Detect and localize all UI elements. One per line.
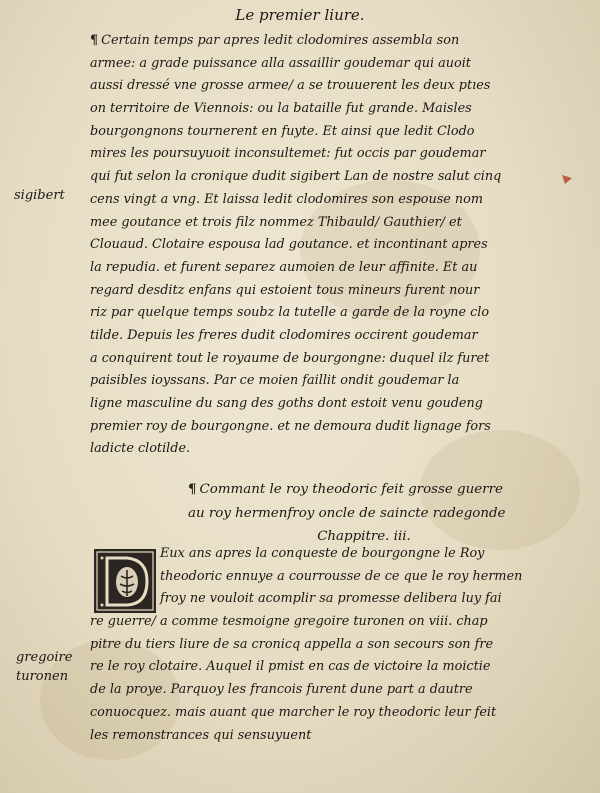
text-line: Eux ans apres la conqueste de bourgongne le Roy: [160, 546, 485, 561]
chapter-number: Chappitre. iii.: [317, 529, 411, 544]
text-line: froy ne vouloit acomplir sa promesse delibera luy fai: [160, 591, 502, 607]
pilcrow-icon: ¶: [90, 33, 99, 48]
text-line: qui fut selon la cronique dudit sigibert Lan de nostre salut cinq: [90, 169, 502, 185]
heading-line: ¶ Commant le roy theodoric feit grosse guerre: [188, 478, 580, 502]
running-head: Le premier liure.: [235, 6, 365, 24]
text-line: theodoric ennuye a courrousse de ce que le roy hermen: [160, 568, 523, 584]
red-ink-mark: [560, 172, 574, 186]
text-line: Clouaud. Clotaire espousa lad goutance. et incontinant apres: [90, 237, 488, 253]
text-line: de la proye. Parquoy les francois furent dune part a dautre: [90, 682, 473, 698]
text-line: on territoire de Viennois: ou la bataille fut grande. Maisles: [90, 101, 472, 117]
text-line: cens vingt a vng. Et laissa ledit clodomires son espouse nom: [90, 191, 483, 207]
text-line: tilde. Depuis les freres dudit clodomires occirent goudemar: [90, 327, 478, 343]
text-line: paisibles ioyssans. Par ce moien faillit ondit goudemar la: [90, 373, 460, 389]
text-line: pitre du tiers liure de sa cronicq appella a son secours son fre: [90, 636, 494, 652]
margin-note-gregoire: gregoire: [16, 650, 73, 665]
text-line: mires les poursuyuoit inconsultemet: fut occis par goudemar: [90, 146, 486, 162]
paragraph-1: [90, 30, 580, 461]
text-line: re le roy clotaire. Auquel il pmist en cas de victoire la moictie: [90, 659, 491, 675]
text-line: la repudia. et furent separez aumoien de leur affinite. Et au: [90, 259, 478, 275]
text-line: re guerre/ a comme tesmoigne gregoire turonen on viii. chap: [90, 614, 488, 630]
paragraph-2: [90, 543, 580, 747]
margin-note-sigibert: sigibert: [14, 188, 65, 203]
margin-note-turonen: turonen: [16, 669, 69, 684]
text-line: ligne masculine du sang des goths dont estoit venu goudeng: [90, 396, 483, 411]
text-line: ladicte clotilde.: [90, 441, 191, 457]
text-line: aussi dressé vne grosse armee/ a se trouuerent les deux ptıes: [90, 78, 491, 94]
text-line: les remonstrances qui sensuyuent: [90, 727, 312, 743]
text-line: bourgongnons tournerent en fuyte. Et ainsi que ledit Clodo: [90, 123, 475, 139]
text-line: premier roy de bourgongne. et ne demoura dudit lignage fors: [90, 418, 491, 434]
chapter-heading: [188, 478, 580, 549]
pilcrow-icon: ¶: [188, 481, 197, 497]
text-line: a conquirent tout le royaume de bourgongne: duquel ilz furet: [90, 350, 490, 366]
text-line: regard desditz enfans qui estoient tous mineurs furent nour: [90, 282, 480, 298]
text-line: mee goutance et trois filz nommez Thibauld/ Gauthier/ et: [90, 214, 462, 230]
text-line: riz par quelque temps soubz la tutelle a garde de la royne clo: [90, 305, 490, 321]
text-line: armee: a grade puissance alla assaillir goudemar qui auoit: [90, 55, 471, 71]
text-line: conuocquez. mais auant que marcher le roy theodoric leur feit: [90, 704, 497, 720]
heading-line: au roy hermenfroy oncle de saincte radegonde: [188, 505, 506, 521]
text-line: ¶ Certain temps par apres ledit clodomires assembla son: [90, 30, 580, 53]
